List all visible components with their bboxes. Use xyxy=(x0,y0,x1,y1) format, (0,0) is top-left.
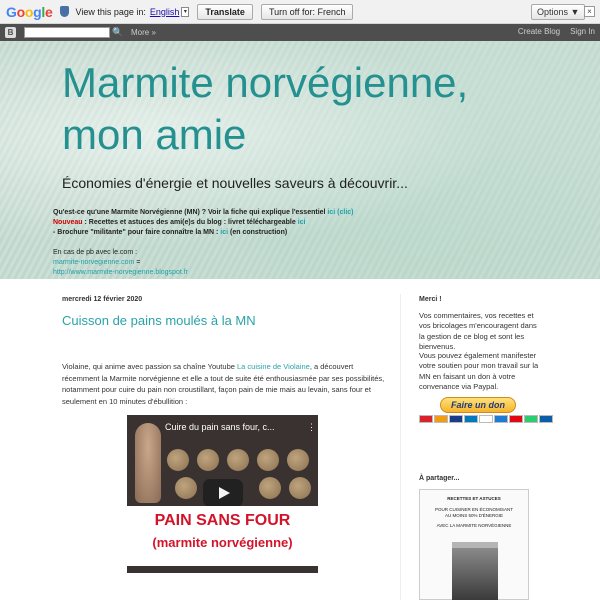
bread-image xyxy=(287,449,309,471)
payment-card-icon xyxy=(494,415,508,423)
blog-title-line2[interactable]: mon amie xyxy=(62,111,247,158)
share-heading: À partager... xyxy=(419,475,460,482)
book-line: AVEC LA MARMITE NORVÉGIENNE xyxy=(436,523,512,528)
options-button[interactable]: Options ▼ xyxy=(531,4,585,20)
create-blog-link[interactable]: Create Blog xyxy=(517,27,561,36)
chevron-down-icon[interactable]: ▾ xyxy=(181,7,189,17)
thanks-text: Vos commentaires, vos recettes et vos bricolages m'encouragent dans la gestion de ce blog et sont les bienvenus. xyxy=(419,311,537,352)
translate-button[interactable]: Translate xyxy=(197,4,253,20)
book-line: AU MOINS 50% D'ÉNERGIE xyxy=(444,513,504,518)
header-links xyxy=(53,208,354,278)
post-text: Violaine, qui anime avec passion sa chaîne Youtube xyxy=(62,362,237,371)
url-link-1[interactable]: marmite-norvegienne.com xyxy=(53,259,135,266)
blogger-navbar xyxy=(0,24,600,41)
main-content xyxy=(0,279,600,600)
language-select[interactable]: English xyxy=(149,6,180,17)
logo-letter: e xyxy=(44,3,53,20)
url-suffix: = xyxy=(134,259,141,266)
navbar-right xyxy=(518,27,595,36)
bread-image xyxy=(175,477,197,499)
header-link-line3 xyxy=(53,228,354,238)
close-icon[interactable]: × xyxy=(584,6,595,17)
blog-description: Économies d'énergie et nouvelles saveurs à découvrir... xyxy=(62,175,408,191)
video-title[interactable]: Cuire du pain sans four, c... xyxy=(165,422,275,432)
header-link-line5 xyxy=(53,258,354,268)
fiche-link[interactable]: ici (clic) xyxy=(327,209,354,216)
url-link-2[interactable]: http://www.marmite-norvegienne.blogspot.fr xyxy=(53,269,189,276)
payment-cards xyxy=(419,415,553,423)
payment-card-icon xyxy=(539,415,553,423)
youtube-channel-link[interactable]: La cuisine de Violaine xyxy=(237,362,310,371)
header-link-text: Qu'est-ce qu'une Marmite Norvégienne (MN) ? Voir la fiche qui explique l'essentiel xyxy=(53,209,328,216)
logo-letter: G xyxy=(6,3,17,20)
video-caption-line1: PAIN SANS FOUR xyxy=(154,512,291,529)
column-divider xyxy=(400,294,401,600)
book-line xyxy=(420,496,528,502)
more-link[interactable]: More » xyxy=(131,28,156,37)
book-cover[interactable] xyxy=(419,489,529,600)
payment-card-icon xyxy=(479,415,493,423)
payment-card-icon xyxy=(434,415,448,423)
payment-card-icon xyxy=(524,415,538,423)
logo-letter: o xyxy=(16,3,25,20)
donate-text: Vous pouvez également manifester votre soutien pour mon travail sur la MN en faisant un don à votre convenance via Paypal. xyxy=(419,351,539,392)
payment-card-icon xyxy=(419,415,433,423)
figurine-image xyxy=(135,423,161,503)
bread-image xyxy=(197,449,219,471)
marmite-image xyxy=(452,542,498,600)
video-caption xyxy=(127,506,318,566)
thanks-heading: Merci ! xyxy=(419,296,442,303)
bread-image xyxy=(259,477,281,499)
post-text: , a découvert récemment la Marmite norvégienne et elle a tout de suite été enthousiasmée par ses possibilités, notamment pour cuire du pain non croustillant, façon pain de mie mais au levain, sans four et seulement en 10 minutes d'ébullition : xyxy=(62,362,385,406)
play-button-icon[interactable] xyxy=(203,479,243,507)
search-icon[interactable]: 🔍 xyxy=(112,27,124,37)
donate-button[interactable]: Faire un don xyxy=(440,397,516,413)
view-page-label: View this page in: xyxy=(75,6,146,17)
blog-header xyxy=(0,41,600,279)
payment-card-icon xyxy=(464,415,478,423)
shield-icon xyxy=(60,6,69,17)
header-link-line2 xyxy=(53,218,354,228)
video-caption-line2: (marmite norvégienne) xyxy=(152,535,293,550)
post-title[interactable]: Cuisson de pains moulés à la MN xyxy=(62,313,256,328)
bread-image xyxy=(289,477,311,499)
google-logo xyxy=(6,4,52,20)
header-link-text: : Recettes et astuces des ami(e)s du blog : livret téléchargeable xyxy=(82,219,298,226)
payment-card-icon xyxy=(449,415,463,423)
blogger-logo-icon[interactable]: B xyxy=(5,27,16,38)
bread-image xyxy=(227,449,249,471)
logo-letter: o xyxy=(24,3,34,20)
translate-bar xyxy=(0,0,600,24)
header-link-suffix: (en construction) xyxy=(228,229,288,236)
logo-letter: l xyxy=(41,3,45,20)
livret-link[interactable]: ici xyxy=(297,219,306,226)
bread-image xyxy=(257,449,279,471)
header-link-line1 xyxy=(53,208,354,218)
post-date: mercredi 12 février 2020 xyxy=(62,296,143,303)
payment-card-icon xyxy=(509,415,523,423)
more-vert-icon[interactable]: ⋮ xyxy=(307,422,316,432)
header-link-text: - Brochure "militante" pour faire connaître la MN : xyxy=(53,229,221,236)
turn-off-button[interactable]: Turn off for: French xyxy=(261,4,354,20)
blog-title-line1[interactable]: Marmite norvégienne, xyxy=(62,59,469,106)
search-input[interactable] xyxy=(24,27,110,38)
brochure-link[interactable]: ici xyxy=(220,229,229,236)
logo-letter: g xyxy=(33,3,42,20)
post-body xyxy=(62,361,392,407)
new-badge: Nouveau xyxy=(53,219,83,226)
blog-title[interactable] xyxy=(62,57,468,161)
youtube-video-embed[interactable] xyxy=(127,415,318,573)
bread-image xyxy=(167,449,189,471)
book-title: RECETTES ET ASTUCES xyxy=(447,496,501,501)
sign-in-link[interactable]: Sign In xyxy=(570,27,595,36)
header-link-line6 xyxy=(53,268,354,278)
book-line: POUR CUISINER EN ÉCONOMISANT xyxy=(434,507,513,512)
pb-text: En cas de pb avec le.com : xyxy=(53,249,138,256)
